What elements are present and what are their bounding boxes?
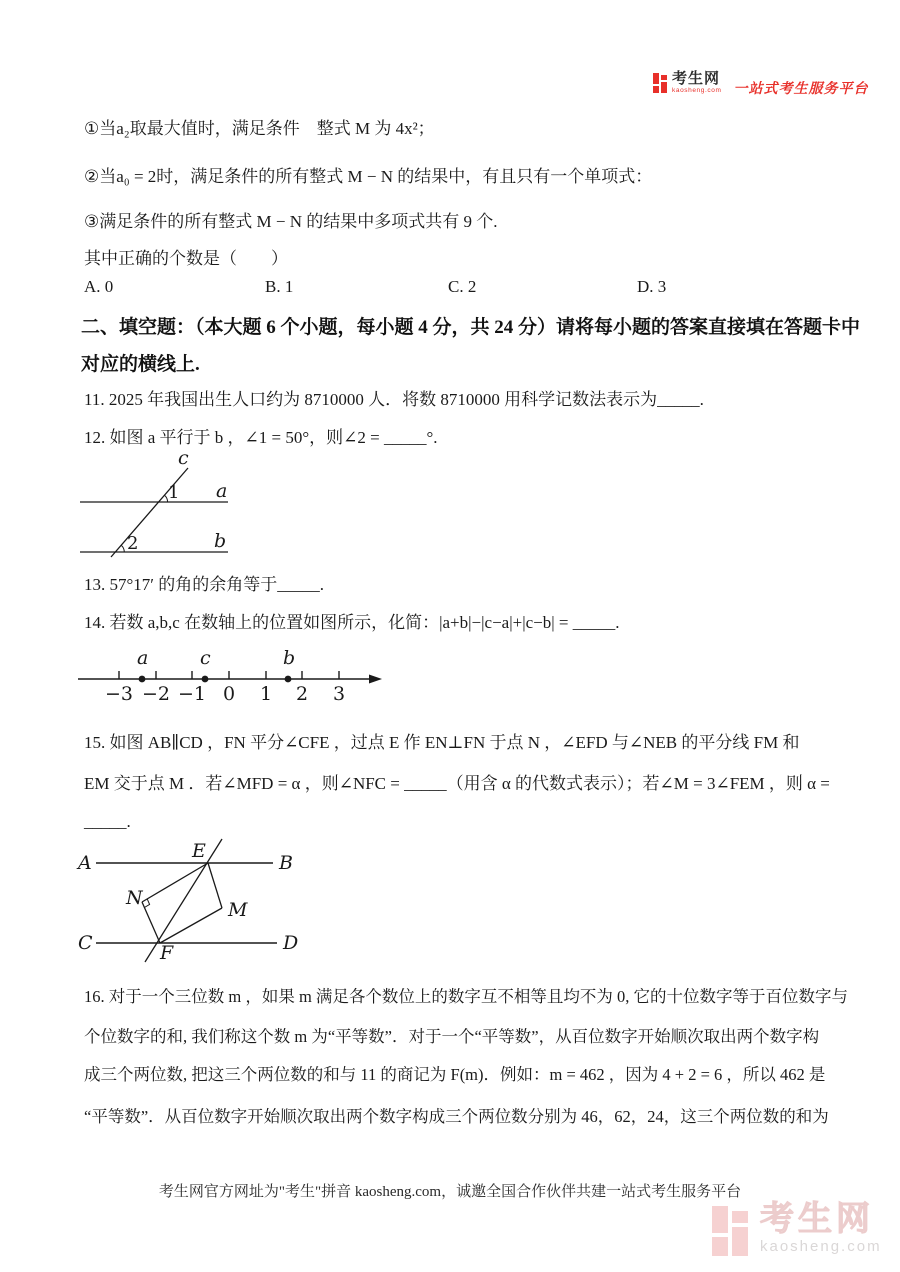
option-d: D. 3 <box>637 277 667 296</box>
tick-label: 0 <box>222 683 236 705</box>
geometry-figure <box>76 830 316 975</box>
point-c-dot <box>202 676 209 683</box>
question-16-line3: 成三个两位数, 把这三个两位数的和与 11 的商记为 F(m)．例如：m = 462 ，因为 4 + 2 = 6 ，所以 462 是 <box>84 1065 826 1084</box>
segment-FM <box>160 908 222 943</box>
watermark-brand: 考生网 <box>760 1200 874 1238</box>
option-c: C. 2 <box>448 277 477 296</box>
footer-text: 考生网官方网址为"考生"拼音 kaosheng.com，诚邀全国合作伙伴共建一站式考生服务平台 <box>158 1184 742 1200</box>
brand-name: 考生网 <box>672 70 721 87</box>
question-15-line3: _____. <box>84 812 131 831</box>
label-D: D <box>283 932 299 954</box>
label-B: B <box>279 852 293 874</box>
point-b-label: b <box>283 647 296 669</box>
segment-EN <box>142 863 208 902</box>
point-a-dot <box>139 676 146 683</box>
label-F: F <box>160 942 174 964</box>
question-15-line1: 15. 如图 AB∥CD ，FN 平分∠CFE ，过点 E 作 EN⊥FN 于点 N ，∠EFD 与∠NEB 的平分线 FM 和 <box>84 733 800 752</box>
brand-domain: kaosheng.com <box>672 87 722 94</box>
option-b: B. 1 <box>265 277 294 296</box>
question-16-line4: “平等数”．从百位数字开始顺次取出两个数字构成三个两位数分别为 46，62，24，这三个两位数的和为 <box>84 1107 829 1126</box>
watermark-domain: kaosheng.com <box>760 1238 882 1255</box>
point-c-label: c <box>200 647 211 669</box>
kaosheng-logo-icon <box>653 73 668 93</box>
label-C: C <box>78 932 93 954</box>
label-c: c <box>178 452 189 469</box>
tick-label: −3 <box>104 683 134 705</box>
question-16-line2: 个位数字的和, 我们称这个数 m 为“平等数”．对于一个“平等数”，从百位数字开始顺次取出两个数字构 <box>84 1027 820 1046</box>
section-heading-line2: 对应的横线上. <box>81 354 200 375</box>
label-M: M <box>228 899 248 921</box>
kaosheng-header-logo <box>653 71 868 98</box>
label-a: a <box>216 480 228 502</box>
axis-arrowhead <box>369 675 382 684</box>
tick-label: 3 <box>332 683 346 705</box>
tick-label: 1 <box>259 683 273 705</box>
segment-ME <box>208 863 222 908</box>
angle2-label: 2 <box>127 533 139 554</box>
section-heading-line1: 二、填空题：（本大题 6 个小题，每小题 4 分，共 24 分）请将每小题的答案直接填在答题卡中 <box>81 317 861 338</box>
point-a-label: a <box>137 647 149 669</box>
question-prompt: 其中正确的个数是（ ） <box>84 249 288 268</box>
question-11: 11. 2025 年我国出生人口约为 8710000 人．将数 8710000 用科学记数法表示为_____. <box>84 390 704 409</box>
segment-NF <box>142 902 160 943</box>
watermark-logo-icon <box>712 1206 750 1256</box>
tick-label: 2 <box>295 683 309 705</box>
tick-label: −2 <box>141 683 171 705</box>
label-N: N <box>126 887 143 909</box>
kaosheng-watermark <box>712 1202 882 1256</box>
parallel-lines-diagram <box>78 452 253 570</box>
question-14: 14. 若数 a,b,c 在数轴上的位置如图所示，化简：|a+b|−|c−a|+|c−b| = _____. <box>84 613 620 632</box>
label-E: E <box>192 840 206 862</box>
point-b-dot <box>285 676 292 683</box>
kaosheng-logo-text <box>672 71 721 94</box>
tick-label: −1 <box>177 683 207 705</box>
angle1-label: 1 <box>168 482 180 503</box>
question-13: 13. 57°17′ 的角的余角等于_____. <box>84 575 325 594</box>
option-a: A. 0 <box>84 277 114 296</box>
brand-tagline: 一站式考生服务平台 <box>733 80 869 96</box>
statement-2: ②当a₀ = 2时，满足条件的所有整式 M − N 的结果中，有且只有一个单项式： <box>84 167 653 186</box>
question-15-line2: EM 交于点 M ．若∠MFD = α ，则∠NFC = _____（用含 α 的代数式表示）；若∠M = 3∠FEM ，则 α = <box>84 774 830 793</box>
question-16-line1: 16. 对于一个三位数 m ，如果 m 满足各个数位上的数字互不相等且均不为 0, 它的十位数字等于百位数字与 <box>84 987 849 1006</box>
watermark-text <box>760 1202 882 1255</box>
statement-1: ①当a₂取最大值时，满足条件 整式 M 为 4x²； <box>84 119 435 138</box>
number-line-diagram <box>73 646 393 706</box>
label-b: b <box>214 530 227 552</box>
question-12: 12. 如图 a 平行于 b ，∠1 = 50°，则∠2 = _____°. <box>84 428 438 447</box>
statement-3: ③满足条件的所有整式 M − N 的结果中多项式共有 9 个. <box>84 212 498 231</box>
label-A: A <box>78 852 92 874</box>
angle2-arc <box>121 545 124 552</box>
